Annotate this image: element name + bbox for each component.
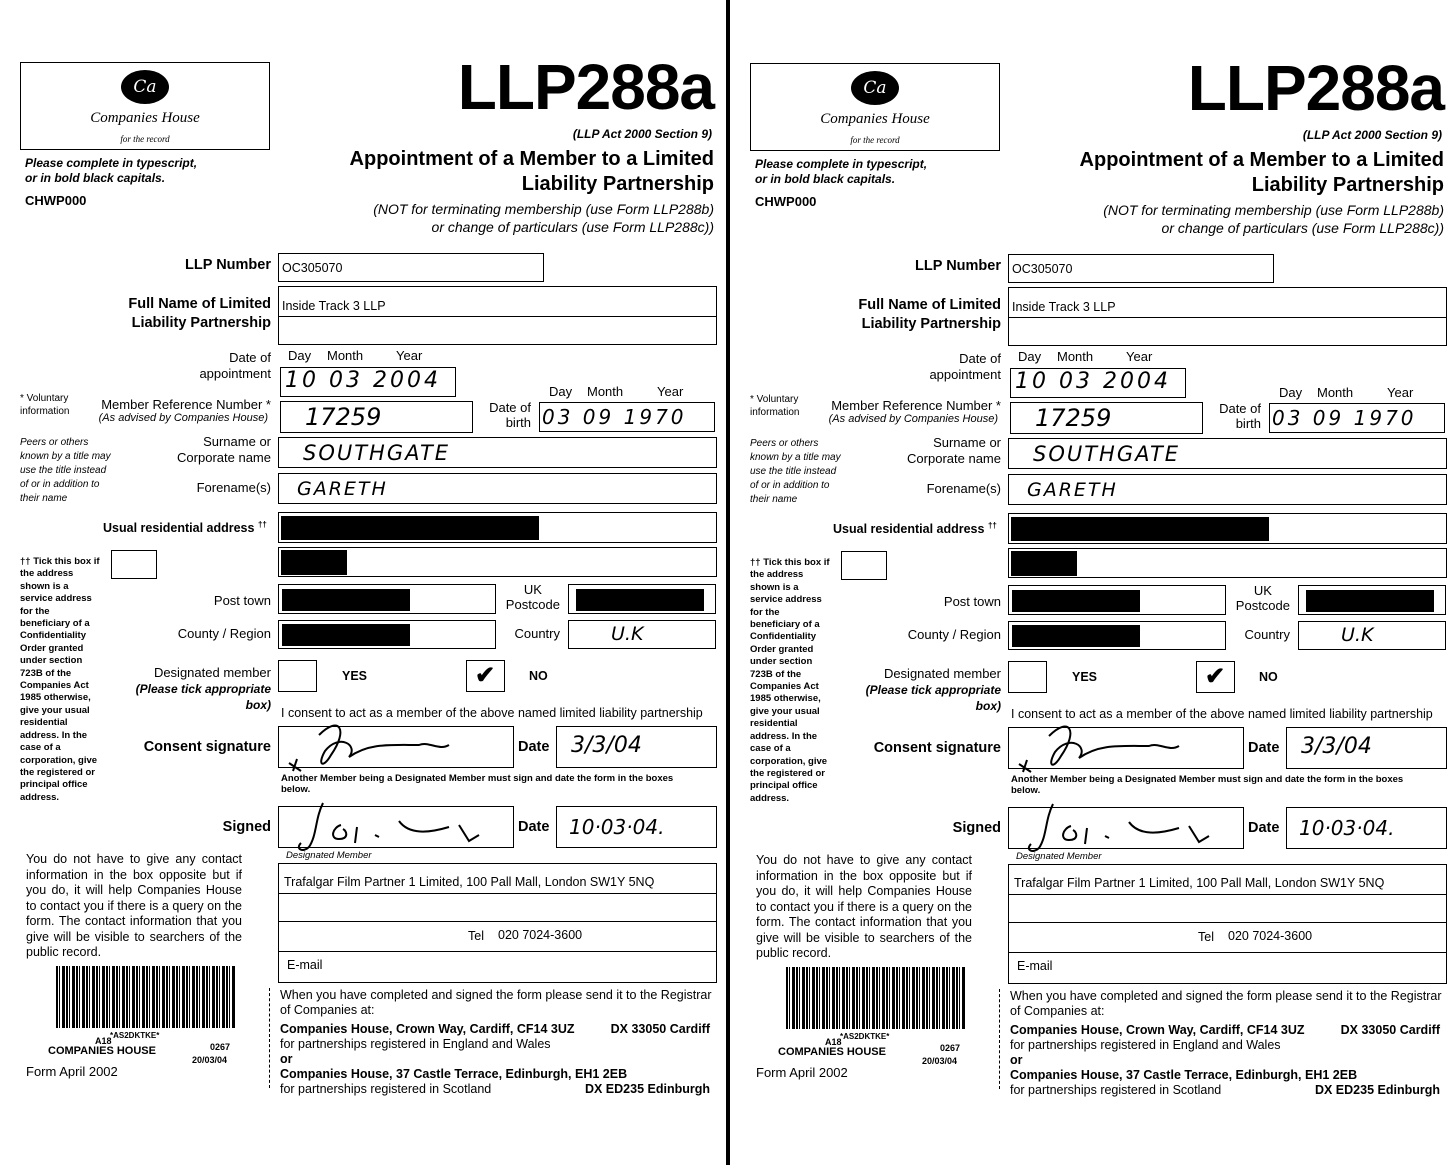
designated-signature-field[interactable] (278, 806, 514, 848)
consent-date-field[interactable] (1286, 727, 1447, 769)
llp-number-value: OC305070 (1012, 262, 1073, 276)
member-reference-note: (As advised by Companies House) (828, 413, 998, 425)
barcode-office: COMPANIES HOUSE (48, 1045, 156, 1057)
presenter-details-box[interactable] (278, 863, 717, 983)
postcode-field[interactable] (1298, 585, 1446, 615)
county-label: County / Region (907, 627, 1001, 642)
member-reference-note: (As advised by Companies House) (98, 412, 268, 424)
signature-scribble (1009, 716, 1245, 776)
redaction-bar (282, 624, 410, 646)
consent-date-label: Date (518, 739, 550, 755)
form-code: LLP288a (457, 51, 714, 123)
surname-label: Surname or Corporate name (177, 434, 271, 465)
llp-name-value: Inside Track 3 LLP (282, 299, 386, 313)
member-reference-value: 17259 (305, 403, 382, 431)
llp-number-value: OC305070 (282, 261, 343, 275)
service-address-checkbox[interactable] (111, 550, 157, 579)
barcode-office: COMPANIES HOUSE (778, 1046, 886, 1058)
appointment-date-label: Date of appointment (929, 351, 1001, 382)
address-line1-field[interactable] (278, 512, 717, 543)
country-label: Country (514, 626, 560, 641)
appointment-date-field[interactable] (280, 367, 456, 397)
consent-signature-label: Consent signature (143, 739, 271, 755)
barcode-id: *AS2DKTKE* (840, 1032, 890, 1041)
signature-scribble (1009, 796, 1245, 856)
barcode (786, 967, 966, 1029)
tel-label: Tel (1198, 930, 1214, 944)
barcode-number: 0267 (210, 1042, 231, 1052)
companies-house-logo-icon: Ca (121, 70, 169, 104)
country-value: U.K (611, 623, 644, 645)
country-value: U.K (1341, 624, 1374, 646)
appointment-date-label: Date of appointment (199, 350, 271, 381)
surname-field[interactable] (278, 437, 717, 468)
postcode-field[interactable] (568, 584, 716, 614)
post-town-field[interactable] (1008, 585, 1226, 615)
check-mark-icon: ✔ (475, 662, 496, 689)
logo-tagline: for the record (120, 134, 170, 144)
member-reference-field[interactable] (1010, 402, 1203, 434)
dob-field[interactable] (1269, 403, 1445, 433)
designated-yes-checkbox[interactable] (278, 660, 317, 692)
redaction-bar (1011, 517, 1269, 541)
appointment-date-value: 10 03 2004 (1015, 369, 1171, 394)
designated-tick-note: (Please tick appropriate box) (135, 682, 271, 712)
signed-date-value: 10·03·04. (569, 815, 665, 839)
form-page-left (0, 0, 726, 1165)
tel-value: 020 7024-3600 (1228, 929, 1313, 943)
redaction-bar (281, 516, 539, 540)
redaction-bar (282, 589, 410, 611)
yes-label: YES (342, 669, 368, 683)
consent-date-field[interactable] (556, 726, 717, 768)
address-line2-field[interactable] (278, 547, 717, 577)
page-subtitle: (NOT for terminating membership (use Form LLP288b) or change of particulars (use Form LLP288c)) (1103, 202, 1444, 236)
consent-signature-label: Consent signature (873, 740, 1001, 756)
llp-number-field[interactable] (278, 253, 544, 282)
barcode-date: 20/03/04 (192, 1055, 228, 1065)
post-town-label: Post town (943, 594, 1001, 609)
designated-tick-note: (Please tick appropriate box) (865, 683, 1001, 713)
llp-number-field[interactable] (1008, 254, 1274, 283)
appointment-year-label: Year (396, 348, 423, 363)
appointment-year-label: Year (1126, 349, 1153, 364)
surname-field[interactable] (1008, 438, 1447, 469)
llp-number-label: LLP Number (915, 258, 1001, 274)
form-page-right (730, 1, 1456, 1166)
appointment-month-label: Month (1057, 349, 1094, 364)
surname-value: SOUTHGATE (303, 441, 451, 465)
forenames-value: GARETH (1027, 479, 1118, 501)
tel-value: 020 7024-3600 (498, 928, 583, 942)
reference-code: CHWP000 (25, 193, 87, 208)
llp-name-field[interactable] (278, 286, 717, 345)
forenames-field[interactable] (1008, 474, 1447, 505)
county-label: County / Region (177, 626, 271, 641)
barcode-id: *AS2DKTKE* (110, 1031, 160, 1040)
full-name-label: Full Name of Limited Liability Partnership (128, 296, 271, 331)
llp-name-field[interactable] (1008, 287, 1447, 346)
page-subtitle: (NOT for terminating membership (use Form LLP288b) or change of particulars (use Form LLP288c)) (373, 201, 714, 235)
member-reference-field[interactable] (280, 401, 473, 433)
companies-house-logo-icon: Ca (851, 71, 899, 105)
send-instructions: When you have completed and signed the form please send it to the Registrar of Companies at: Companies House, Crown Way, Cardiff, CF14 3UZ DX 33050 Cardiff for partnerships registered in England and Wales or Companies House, 37 Castle Terrace, Edinburgh, EH1 2EB for partnerships registered in Scotland DX ED235 Edinburgh (280, 988, 712, 1096)
forenames-label: Forename(s) (926, 481, 1001, 496)
dob-field[interactable] (539, 402, 715, 432)
address-line2-field[interactable] (1008, 548, 1447, 578)
country-field[interactable] (1298, 621, 1446, 650)
dob-label: Date of birth (489, 400, 531, 430)
redaction-bar (281, 550, 347, 575)
email-label: E-mail (1017, 959, 1053, 973)
page-title: Appointment of a Member to a Limited Liability Partnership (349, 148, 714, 195)
appointment-date-field[interactable] (1010, 368, 1186, 398)
peers-note: Peers or others known by a title may use the title instead of or in addition to their name (20, 437, 111, 504)
form-version-date: Form April 2002 (756, 1065, 848, 1080)
postcode-label: UK Postcode (1235, 583, 1290, 613)
signed-label: Signed (952, 820, 1001, 836)
dob-month-label: Month (1317, 385, 1354, 400)
country-label: Country (1244, 627, 1290, 642)
completion-instructions: Please complete in typescript, or in bold black capitals. (25, 156, 198, 185)
signature-scribble (279, 795, 515, 855)
reference-code: CHWP000 (755, 194, 817, 209)
barcode-code: A18 (95, 1036, 112, 1046)
designated-member-label: Designated member (153, 665, 271, 680)
appointment-date-value: 10 03 2004 (285, 368, 441, 393)
consent-date-label: Date (1248, 740, 1280, 756)
presenter-address-value: Trafalgar Film Partner 1 Limited, 100 Pall Mall, London SW1Y 5NQ (1014, 876, 1385, 890)
forenames-label: Forename(s) (196, 480, 271, 495)
designated-signature-field[interactable] (1008, 807, 1244, 849)
redaction-bar (576, 589, 704, 611)
dob-value: 03 09 1970 (1272, 406, 1417, 430)
member-reference-value: 17259 (1035, 404, 1112, 432)
logo-name: Companies House (90, 110, 200, 126)
voluntary-note: * Voluntary information (20, 393, 70, 417)
signature-scribble (279, 715, 515, 775)
surname-value: SOUTHGATE (1033, 442, 1181, 466)
country-field[interactable] (568, 620, 716, 649)
signed-date-label: Date (1248, 820, 1280, 836)
presenter-address-value: Trafalgar Film Partner 1 Limited, 100 Pall Mall, London SW1Y 5NQ (284, 875, 655, 889)
page-title: Appointment of a Member to a Limited Liability Partnership (1079, 149, 1444, 196)
completion-instructions: Please complete in typescript, or in bold black capitals. (755, 157, 928, 186)
redaction-bar (1306, 590, 1434, 612)
yes-label: YES (1072, 670, 1098, 684)
email-label: E-mail (287, 958, 323, 972)
redaction-bar (1012, 590, 1140, 612)
llp-name-value: Inside Track 3 LLP (1012, 300, 1116, 314)
service-address-note: †† Tick this box if the address shown is a service address for the beneficiary of a Confidentiality Order granted under section 723B of the Companies Act 1985 otherwise, give your usual residential address. In the case of a corporation, give the registered or principal office address. (20, 556, 100, 803)
appointment-day-label: Day (1018, 349, 1042, 364)
signed-date-field[interactable] (1286, 807, 1447, 849)
post-town-field[interactable] (278, 584, 496, 614)
form-code: LLP288a (1187, 52, 1444, 124)
postcode-label: UK Postcode (505, 582, 560, 612)
dob-day-label: Day (1279, 385, 1303, 400)
usual-address-label: Usual residential address †† (833, 521, 997, 537)
county-field[interactable] (278, 620, 496, 649)
designated-member-caption: Designated Member (1016, 851, 1102, 862)
dob-label: Date of birth (1219, 401, 1261, 431)
post-town-label: Post town (213, 593, 271, 608)
consent-date-value: 3/3/04 (571, 733, 642, 758)
consent-statement: I consent to act as a member of the above named limited liability partnership (281, 706, 703, 720)
act-reference: (LLP Act 2000 Section 9) (1302, 128, 1442, 142)
redaction-bar (1011, 551, 1077, 576)
voluntary-note: * Voluntary information (750, 394, 800, 418)
peers-note: Peers or others known by a title may use the title instead of or in addition to their name (750, 438, 841, 505)
logo-name: Companies House (820, 111, 930, 127)
dob-day-label: Day (549, 384, 573, 399)
tel-label: Tel (468, 929, 484, 943)
signed-date-value: 10·03·04. (1299, 816, 1395, 840)
llp-number-label: LLP Number (185, 257, 271, 273)
county-field[interactable] (1008, 621, 1226, 650)
consent-date-value: 3/3/04 (1301, 734, 1372, 759)
designated-member-label: Designated member (883, 666, 1001, 681)
barcode-number: 0267 (940, 1043, 961, 1053)
consent-signature-field[interactable] (1008, 727, 1244, 769)
designated-sign-note: Another Member being a Designated Member must sign and date the form in the boxes below. (1011, 774, 1404, 796)
logo-tagline: for the record (850, 135, 900, 145)
dob-year-label: Year (1387, 385, 1414, 400)
act-reference: (LLP Act 2000 Section 9) (572, 127, 712, 141)
no-label: NO (1259, 670, 1278, 684)
service-address-checkbox[interactable] (841, 551, 887, 580)
signed-label: Signed (222, 819, 271, 835)
member-reference-label: Member Reference Number * (831, 398, 1001, 413)
designated-sign-note: Another Member being a Designated Member must sign and date the form in the boxes below. (281, 773, 674, 795)
redaction-bar (1012, 625, 1140, 647)
check-mark-icon: ✔ (1205, 663, 1226, 690)
consent-statement: I consent to act as a member of the above named limited liability partnership (1011, 707, 1433, 721)
designated-no-checkbox[interactable] (466, 660, 505, 692)
forenames-field[interactable] (278, 473, 717, 504)
presenter-details-box[interactable] (1008, 864, 1447, 984)
member-reference-label: Member Reference Number * (101, 397, 271, 412)
consent-signature-field[interactable] (278, 726, 514, 768)
signed-date-field[interactable] (556, 806, 717, 848)
full-name-label: Full Name of Limited Liability Partnership (858, 297, 1001, 332)
barcode-code: A18 (825, 1037, 842, 1047)
designated-member-caption: Designated Member (286, 850, 372, 861)
signed-date-label: Date (518, 819, 550, 835)
usual-address-label: Usual residential address †† (103, 520, 267, 536)
designated-yes-checkbox[interactable] (1008, 661, 1047, 693)
dob-value: 03 09 1970 (542, 405, 687, 429)
barcode-date: 20/03/04 (922, 1056, 958, 1066)
barcode (56, 966, 236, 1028)
form-version-date: Form April 2002 (26, 1064, 118, 1079)
address-line1-field[interactable] (1008, 513, 1447, 544)
dob-year-label: Year (657, 384, 684, 399)
dob-month-label: Month (587, 384, 624, 399)
designated-no-checkbox[interactable] (1196, 661, 1235, 693)
appointment-month-label: Month (327, 348, 364, 363)
no-label: NO (529, 669, 548, 683)
contact-information-note: You do not have to give any contact information in the box opposite but if you do, it will help Companies House to contact you if there is a query on the form. The contact information that you give will be visible to searchers of the public record. (756, 853, 972, 960)
appointment-day-label: Day (288, 348, 312, 363)
forenames-value: GARETH (297, 478, 388, 500)
send-instructions: When you have completed and signed the form please send it to the Registrar of Companies at: Companies House, Crown Way, Cardiff, CF14 3UZ DX 33050 Cardiff for partnerships registered in England and Wales or Companies House, 37 Castle Terrace, Edinburgh, EH1 2EB for partnerships registered in Scotland DX ED235 Edinburgh (1010, 989, 1442, 1097)
service-address-note: †† Tick this box if the address shown is a service address for the beneficiary of a Confidentiality Order granted under section 723B of the Companies Act 1985 otherwise, give your usual residential address. In the case of a corporation, give the registered or principal office address. (750, 557, 830, 804)
surname-label: Surname or Corporate name (907, 435, 1001, 466)
contact-information-note: You do not have to give any contact information in the box opposite but if you do, it will help Companies House to contact you if there is a query on the form. The contact information that you give will be visible to searchers of the public record. (26, 852, 242, 959)
